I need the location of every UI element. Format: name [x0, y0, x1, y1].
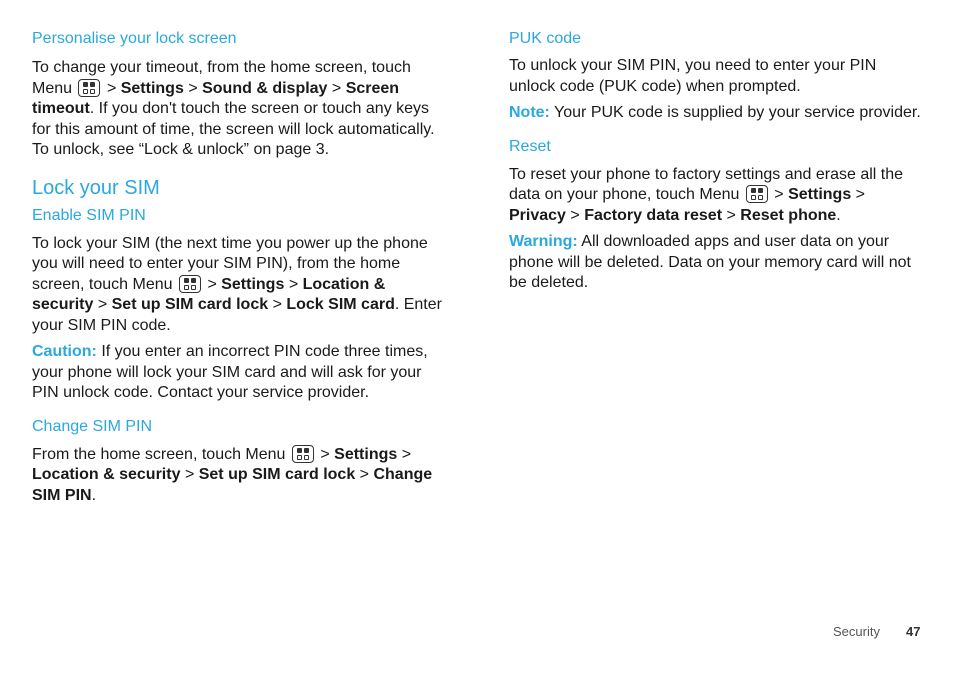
reset-text: To reset your phone to factory settings and erase all the data on your phone, touch Menu — [509, 165, 904, 203]
reset-end: . — [836, 206, 841, 224]
personalise-rest: . If you don't touch the screen or touch any keys for this amount of time, the screen will lock automatically. To unlock, see “Lock & unlock” on page 3. — [32, 100, 435, 158]
separator: > — [331, 79, 342, 97]
screen-timeout-label: Screen timeout — [32, 79, 400, 117]
separator: > — [184, 466, 195, 483]
separator: > — [207, 275, 217, 293]
settings-label: Settings — [221, 275, 285, 293]
enable-rest: . Enter your SIM PIN code. — [32, 296, 442, 334]
enable-text: To lock your SIM (the next time you power up the phone you will need to enter your SIM PIN), from the home screen, touch Menu — [32, 234, 428, 293]
reset-heading: Reset — [509, 137, 551, 155]
sound-display-label: Sound & display — [202, 79, 328, 97]
location-security-label: Location & security — [32, 275, 386, 313]
caution-text: If you enter an incorrect PIN code three times, your phone will lock your SIM card and will ask for your PIN unlock code. Contact your service provider. — [32, 343, 428, 401]
warning-label: Warning: — [509, 233, 578, 250]
separator: > — [106, 79, 117, 97]
settings-label: Settings — [334, 445, 398, 463]
change-paragraph — [32, 445, 444, 507]
lock-sim-heading: Lock your SIM — [32, 176, 160, 199]
left-column — [32, 29, 444, 506]
lock-sim-card-label: Lock SIM card — [286, 296, 395, 313]
warning-text: All downloaded apps and user data on your phone will be deleted. Data on your memory card will not be deleted. — [509, 233, 911, 291]
separator: > — [188, 79, 198, 97]
enable-sim-pin-heading: Enable SIM PIN — [32, 206, 146, 224]
separator: > — [855, 186, 866, 203]
settings-label: Settings — [788, 186, 852, 203]
change-end: . — [91, 486, 97, 504]
separator: > — [359, 466, 370, 483]
setup-sim-lock-label: Set up SIM card lock — [111, 296, 269, 313]
personalise-heading: Personalise your lock screen — [32, 30, 237, 47]
warning-paragraph — [509, 232, 921, 294]
factory-reset-label: Factory data reset — [584, 206, 723, 224]
menu-icon — [746, 185, 768, 203]
reset-phone-label: Reset phone — [740, 206, 837, 224]
separator: > — [401, 445, 412, 463]
separator: > — [272, 296, 282, 313]
puk-paragraph: To unlock your SIM PIN, you need to enter your PIN unlock code (PUK code) when prompted. — [509, 57, 877, 95]
change-sim-pin-label: Change SIM PIN — [32, 466, 433, 504]
puk-heading: PUK code — [509, 30, 582, 47]
location-security-label: Location & security — [32, 466, 181, 483]
separator: > — [726, 206, 736, 224]
separator: > — [774, 186, 784, 203]
right-column — [509, 29, 921, 294]
privacy-label: Privacy — [509, 206, 566, 224]
menu-icon — [292, 445, 314, 463]
personalise-text: To change your timeout, from the home screen, touch Menu — [32, 59, 411, 97]
note-paragraph — [509, 103, 921, 124]
change-text: From the home screen, touch Menu — [32, 445, 286, 463]
separator: > — [288, 275, 299, 293]
menu-icon — [78, 79, 100, 97]
caution-label: Caution: — [32, 343, 97, 360]
menu-icon — [179, 275, 201, 293]
footer-section: Security — [833, 624, 880, 639]
note-label: Note: — [509, 104, 550, 121]
reset-paragraph — [509, 165, 921, 227]
caution-paragraph — [32, 342, 444, 404]
change-sim-pin-heading: Change SIM PIN — [32, 417, 153, 435]
separator: > — [320, 445, 330, 463]
separator: > — [97, 296, 108, 313]
personalise-paragraph — [32, 58, 444, 161]
separator: > — [570, 206, 580, 224]
page-number: 47 — [906, 624, 921, 639]
settings-label: Settings — [120, 79, 184, 97]
enable-paragraph — [32, 234, 444, 337]
setup-sim-lock-label: Set up SIM card lock — [198, 466, 356, 483]
note-text: Your PUK code is supplied by your service provider. — [549, 104, 921, 121]
